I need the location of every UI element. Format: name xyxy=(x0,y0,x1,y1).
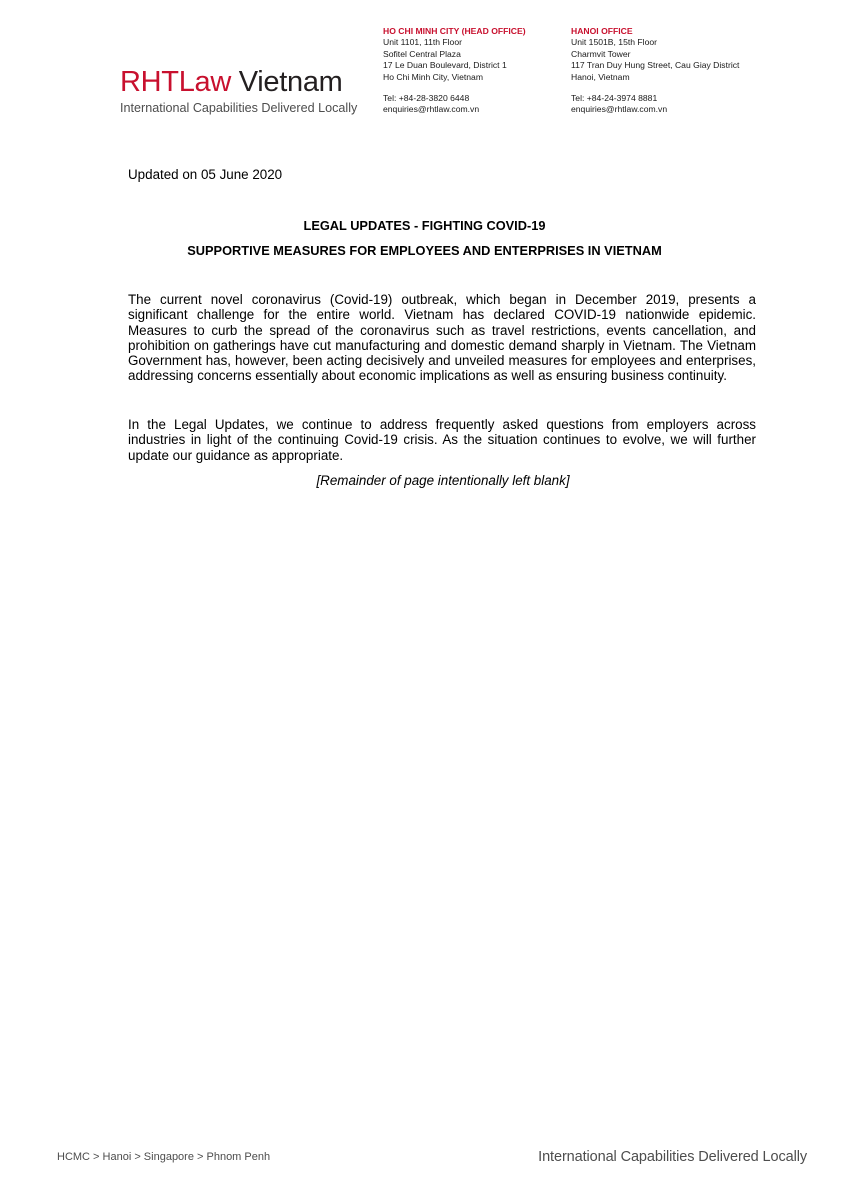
company-logo xyxy=(120,66,357,115)
document-subtitle: SUPPORTIVE MEASURES FOR EMPLOYEES AND ENTERPRISES IN VIETNAM xyxy=(187,243,662,258)
hcm-email: enquiries@rhtlaw.com.vn xyxy=(383,104,480,115)
hanoi-address-line: Unit 1501B, 15th Floor xyxy=(571,37,657,48)
hcm-address-line: Unit 1101, 11th Floor xyxy=(383,37,462,48)
hcm-address-line: 17 Le Duan Boulevard, District 1 xyxy=(383,60,507,71)
remainder-note: [Remainder of page intentionally left blank] xyxy=(316,473,570,488)
hanoi-office-title: HANOI OFFICE xyxy=(571,26,633,36)
footer-locations: HCMC > Hanoi > Singapore > Phnom Penh xyxy=(57,1151,271,1163)
updated-date: Updated on 05 June 2020 xyxy=(128,167,283,182)
logo-brand-dark: Vietnam xyxy=(231,66,343,98)
logo-tagline: International Capabilities Delivered Locally xyxy=(120,101,358,115)
document-title: LEGAL UPDATES - FIGHTING COVID-19 xyxy=(303,218,546,233)
hcm-tel: Tel: +84-28-3820 6448 xyxy=(383,93,470,104)
hcm-address-line: Sofitel Central Plaza xyxy=(383,48,461,59)
hanoi-tel: Tel: +84-24-3974 8881 xyxy=(571,93,658,104)
hanoi-address-line: Hanoi, Vietnam xyxy=(571,71,630,82)
footer-tagline: International Capabilities Delivered Locally xyxy=(538,1149,807,1165)
logo-brand-red: RHTLaw xyxy=(120,66,231,98)
hcm-address-line: Ho Chi Minh City, Vietnam xyxy=(383,71,483,82)
hcm-office-address xyxy=(383,26,526,116)
legal-updates-paragraph: In the Legal Updates, we continue to address frequently asked questions from employers across industries in light of the continuing Covid-19 crisis. As the situation continues to evolve, we will further update our guidance as appropriate. xyxy=(128,417,756,463)
logo-wordmark xyxy=(120,66,357,98)
hanoi-office-address xyxy=(571,26,739,116)
hcm-office-title: HO CHI MINH CITY (HEAD OFFICE) xyxy=(383,26,526,36)
hanoi-address-line: Charmvit Tower xyxy=(571,48,631,59)
hanoi-address-line: 117 Tran Duy Hung Street, Cau Giay District xyxy=(571,60,740,71)
intro-paragraph: The current novel coronavirus (Covid-19) outbreak, which began in December 2019, presents a significant challenge for the entire world. Vietnam has declared COVID-19 nationwide epidemic. Measures to curb the spread of the coronavirus such as travel restrictions, events cancellation, and prohibition on gatherings have cut manufacturing and domestic demand sharply in Vietnam. The Vietnam Government has, however, been acting decisively and unveiled measures for employees and enterprises, addressing concerns essentially about economic implications as well as ensuring business continuity. xyxy=(128,292,756,384)
hanoi-email: enquiries@rhtlaw.com.vn xyxy=(571,104,668,115)
